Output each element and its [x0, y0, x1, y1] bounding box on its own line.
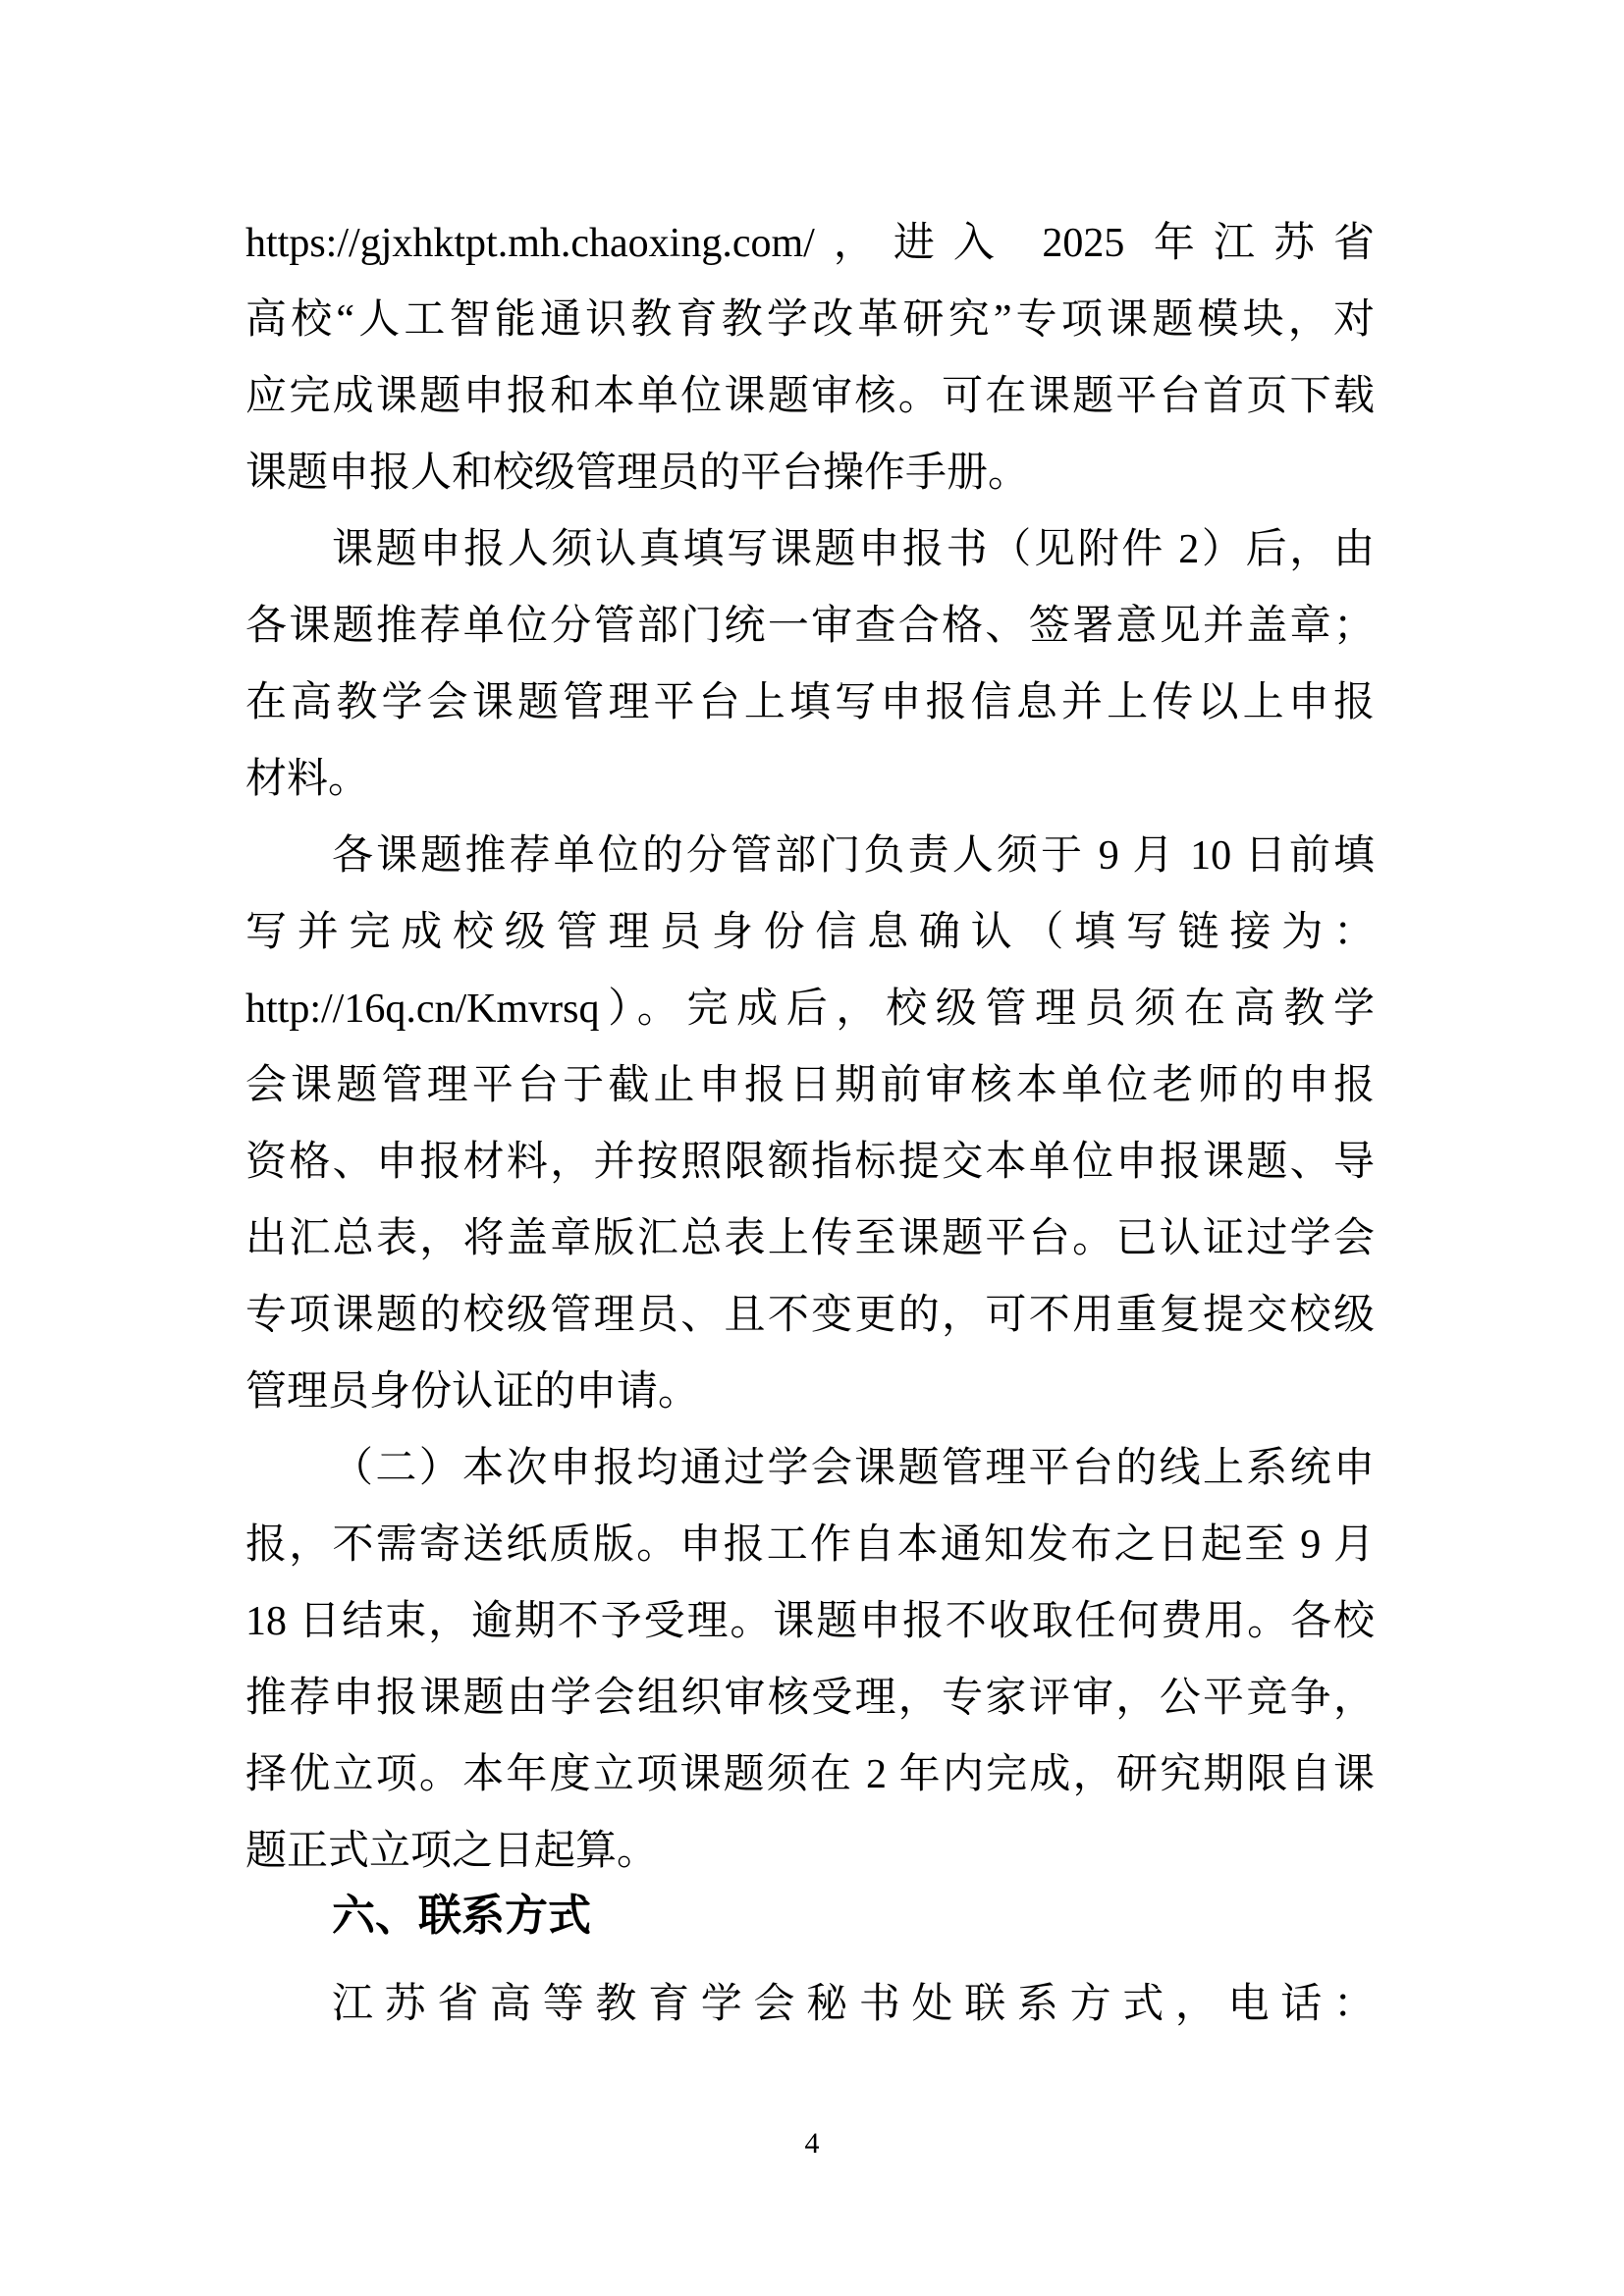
page-number: 4 [804, 2127, 820, 2160]
body-line: 题正式立项之日起算。 [245, 1829, 659, 1874]
section-heading: 六、联系方式 [332, 1892, 591, 1940]
body-line: 课题申报人须认真填写课题申报书（见附件 2）后，由 [332, 527, 1375, 572]
body-line: 管理员身份认证的申请。 [245, 1369, 700, 1415]
body-line: 会课题管理平台于截止申报日期前审核本单位老师的申报 [245, 1063, 1375, 1108]
body-line: 资格、申报材料，并按照限额指标提交本单位申报课题、导 [245, 1140, 1375, 1185]
body-line: 课题申报人和校级管理员的平台操作手册。 [245, 451, 1030, 496]
body-line: 择优立项。本年度立项课题须在 2 年内完成，研究期限自课 [245, 1752, 1375, 1797]
body-line: 报，不需寄送纸质版。申报工作自本通知发布之日起至 9 月 [245, 1522, 1375, 1568]
body-line: http://16q.cn/Kmvrsq）。完成后，校级管理员须在高教学 [245, 987, 1375, 1032]
body-line: 应完成课题申报和本单位课题审核。可在课题平台首页下载 [245, 374, 1375, 419]
body-line: 在高教学会课题管理平台上填写申报信息并上传以上申报 [245, 680, 1375, 725]
document-body [245, 205, 1375, 2043]
body-line: 各课题推荐单位的分管部门负责人须于 9 月 10 日前填 [332, 833, 1375, 879]
body-line: （二）本次申报均通过学会课题管理平台的线上系统申 [332, 1446, 1375, 1491]
body-line: https://gjxhktpt.mh.chaoxing.com/，进入 2025 年江苏省 [245, 221, 1375, 266]
body-line: 18 日结束，逾期不予受理。课题申报不收取任何费用。各校 [245, 1599, 1375, 1644]
body-line: 出汇总表，将盖章版汇总表上传至课题平台。已认证过学会 [245, 1216, 1375, 1261]
body-line: 专项课题的校级管理员、且不变更的，可不用重复提交校级 [245, 1293, 1375, 1338]
body-line: 高校“人工智能通识教育教学改革研究”专项课题模块，对 [245, 297, 1375, 343]
body-line: 推荐申报课题由学会组织审核受理，专家评审，公平竞争， [245, 1676, 1375, 1721]
body-line: 写并完成校级管理员身份信息确认（填写链接为： [245, 910, 1375, 955]
body-line: 各课题推荐单位分管部门统一审查合格、签署意见并盖章； [245, 604, 1375, 649]
body-line: 材料。 [245, 757, 370, 802]
body-line: 江苏省高等教育学会秘书处联系方式，电话： [332, 1982, 1375, 2027]
